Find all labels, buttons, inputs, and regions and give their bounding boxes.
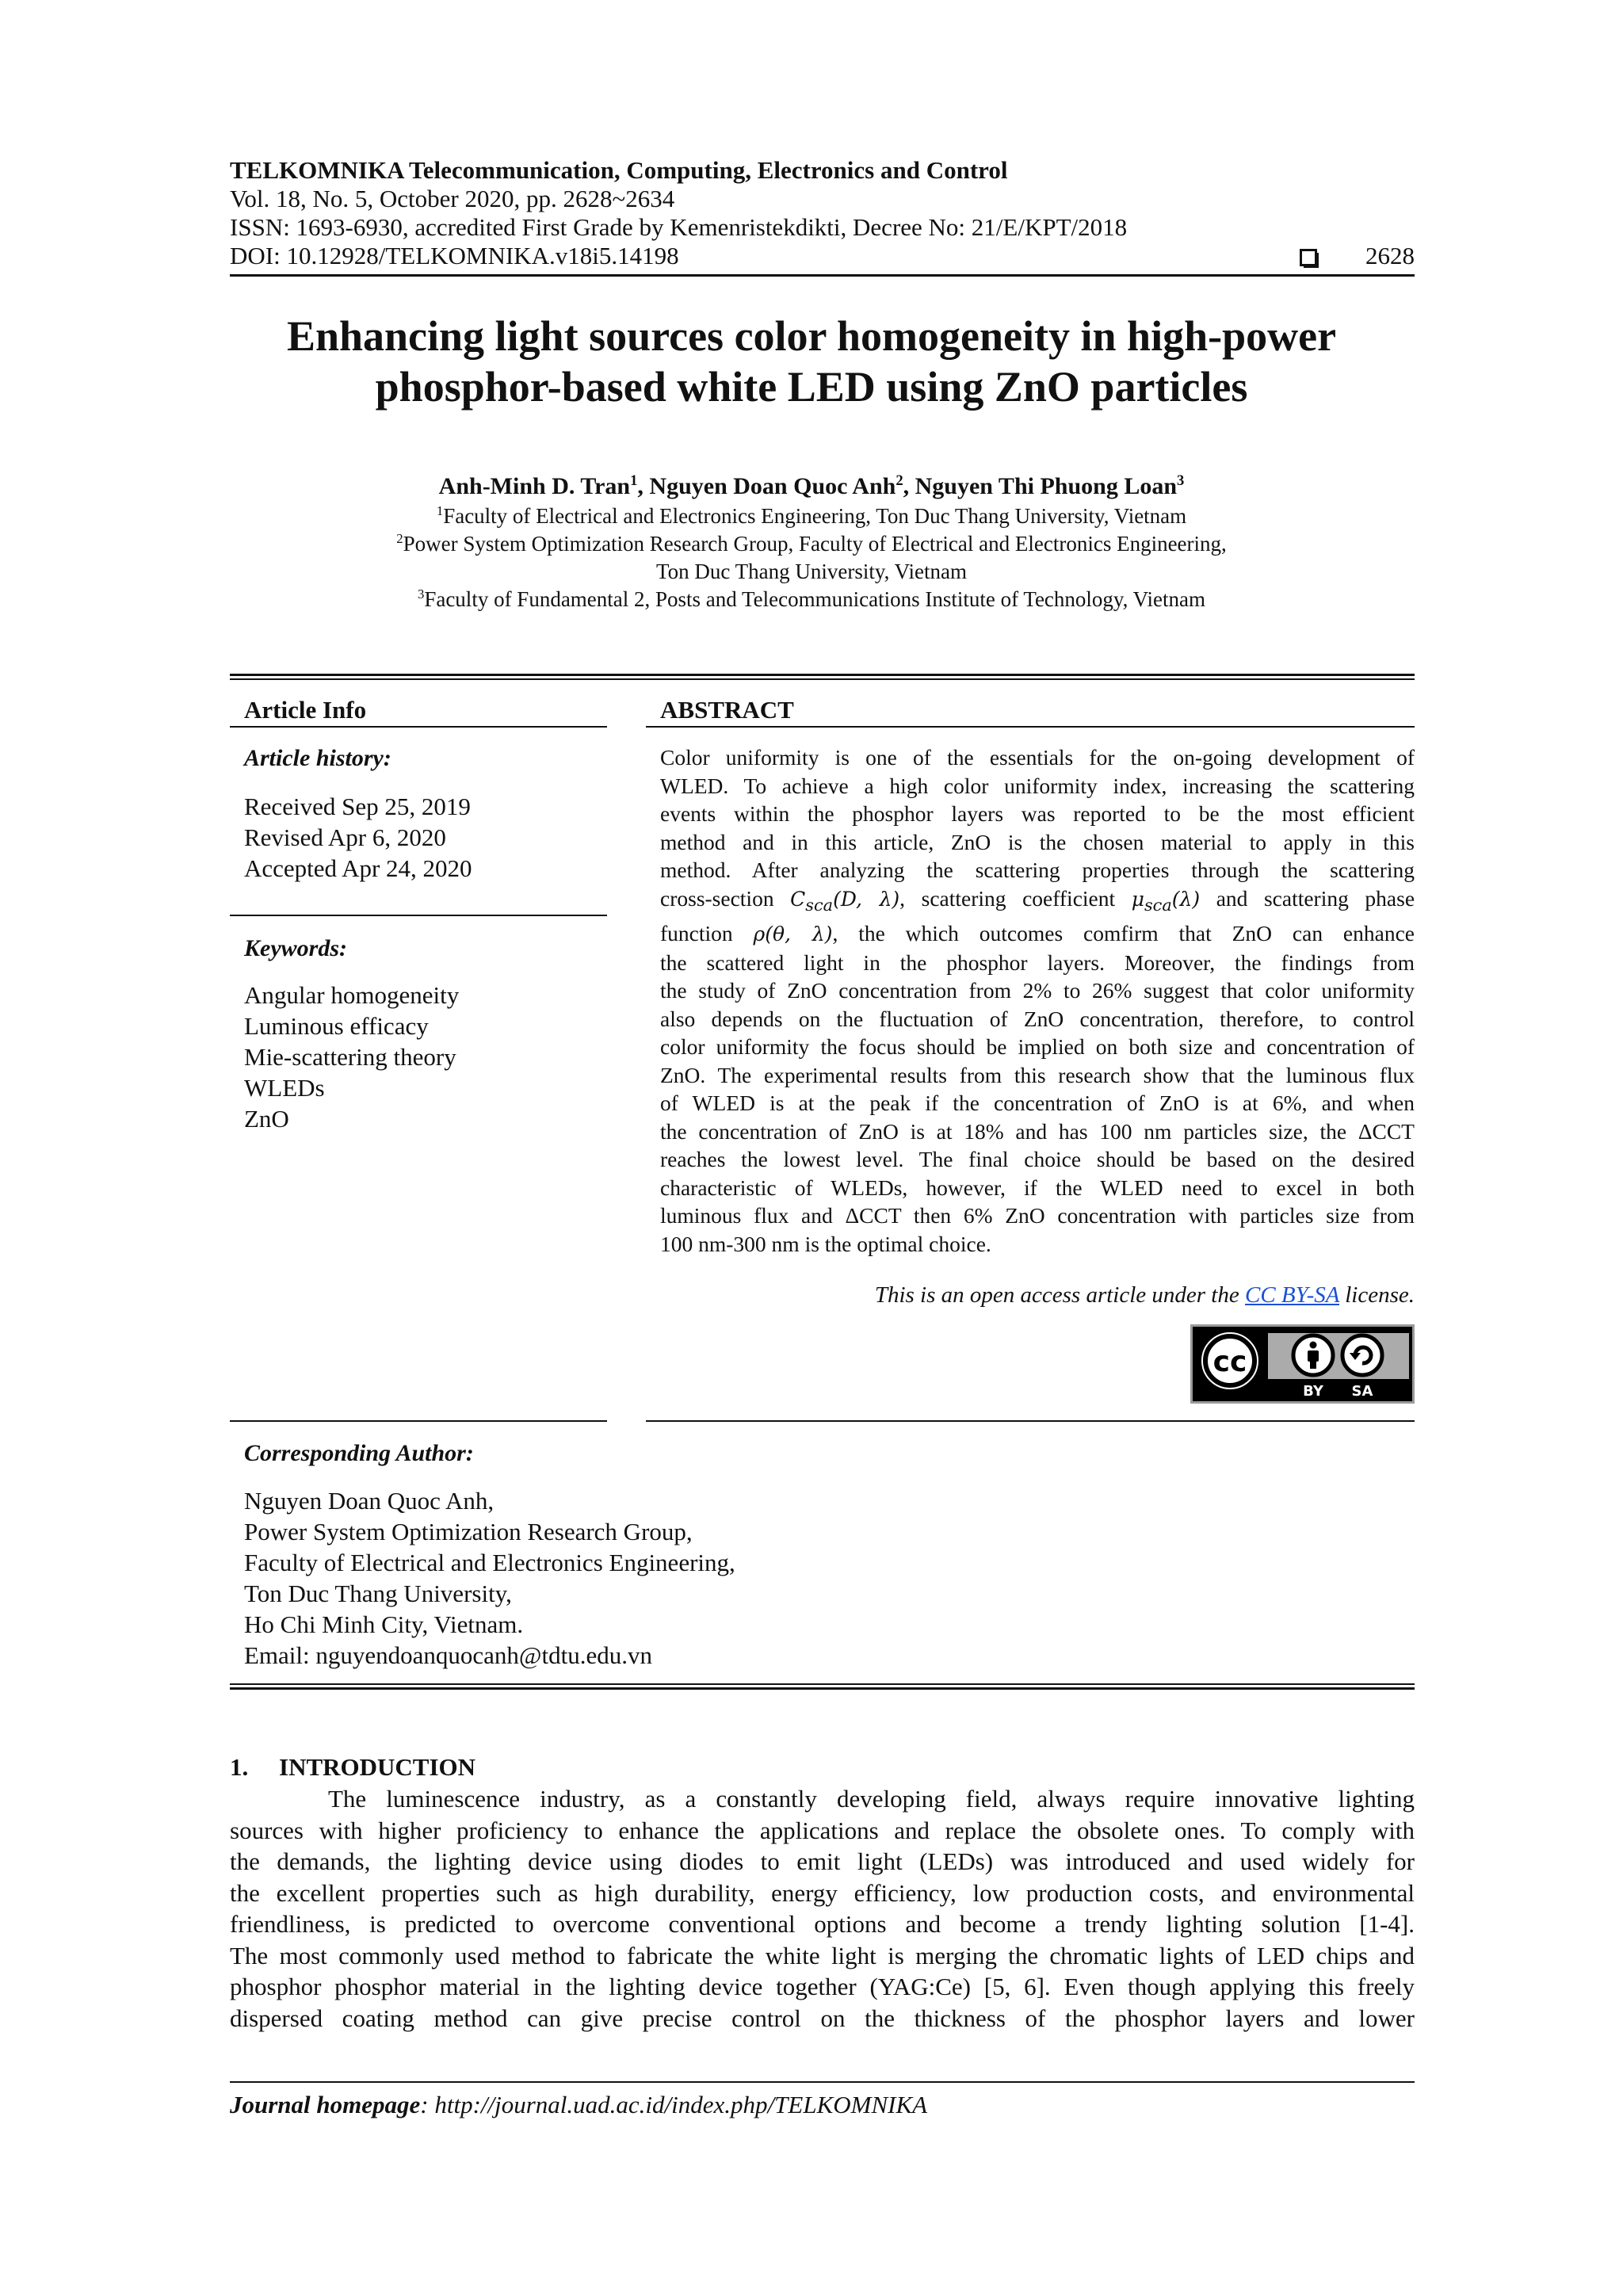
- author-affil-sup: 2: [896, 472, 903, 489]
- issn-info: ISSN: 1693-6930, accredited First Grade by Kemenristekdikti, Decree No: 21/E/KPT/2018: [230, 213, 1128, 241]
- abstract-line: the concentration of ZnO is at 18% and has 100 nm particles size, the ΔCCT: [660, 1118, 1415, 1144]
- corresponding-author-heading: Corresponding Author:: [244, 1440, 474, 1466]
- sa-label: SA: [1351, 1383, 1373, 1400]
- affil-sup: 1: [436, 503, 444, 518]
- corr-line: Ton Duc Thang University,: [244, 1580, 512, 1607]
- abstract-rule: [646, 726, 1415, 728]
- cc-logo-icon: [1200, 1331, 1260, 1391]
- article-history-heading: Article history:: [244, 745, 391, 771]
- footer-label: Journal homepage: [230, 2091, 421, 2118]
- text-fragment: and scattering phase: [1216, 885, 1415, 911]
- right-rule-bottom: [646, 1420, 1415, 1422]
- abstract-line: the study of ZnO concentration from 2% to 26% suggest that color uniformity: [660, 978, 1415, 1003]
- math-cross-section: [790, 887, 900, 915]
- cc-by-sa-badge[interactable]: [1190, 1324, 1415, 1404]
- abstract-line: characteristic of WLEDs, however, if the WLED need to excel in both: [660, 1175, 1415, 1200]
- math-phase-function: ρ(θ, λ): [753, 923, 833, 946]
- infobox-bottom-rule: [230, 1687, 1415, 1690]
- volume-info: Vol. 18, No. 5, October 2020, pp. 2628~2634: [230, 185, 675, 212]
- title-line-1: Enhancing light sources color homogeneity in high-power: [286, 312, 1337, 360]
- oa-text: license.: [1338, 1282, 1415, 1308]
- by-label: BY: [1303, 1383, 1323, 1400]
- author-affil-sup: 3: [1177, 472, 1185, 489]
- keyword-item: WLEDs: [244, 1074, 325, 1102]
- open-access-note: [660, 1282, 1415, 1308]
- cc-text: cc: [1212, 1346, 1247, 1378]
- author-affil-sup: 1: [630, 472, 638, 489]
- intro-line: the excellent properties such as high durability, energy efficiency, low production costs, and environmental: [230, 1878, 1415, 1907]
- abstract-body: [660, 743, 1415, 1258]
- abstract-line-math-2: [660, 919, 1415, 949]
- text-fragment: cross-section: [660, 885, 774, 911]
- affiliation-2-cont: Ton Duc Thang University, Vietnam: [656, 560, 967, 583]
- intro-line: friendliness, is predicted to overcome conventional options and become a trendy lighting solution [1-4].: [230, 1910, 1415, 1938]
- doi-info: DOI: 10.12928/TELKOMNIKA.v18i5.14198: [230, 242, 679, 269]
- left-rule-2: [230, 915, 607, 916]
- text-fragment: , scattering coefficient: [899, 885, 1116, 911]
- author-sep: ,: [637, 473, 650, 499]
- affil-sup: 2: [396, 531, 403, 546]
- math-symbol: μ: [1131, 887, 1144, 911]
- intro-line: dispersed coating method can give precise control on the thickness of the phosphor layers and lower: [230, 2004, 1415, 2032]
- keyword-item: ZnO: [244, 1105, 289, 1133]
- affiliation-2: [158, 530, 1465, 558]
- keyword-item: Luminous efficacy: [244, 1012, 429, 1040]
- intro-line: phosphor phosphor material in the lighting device together (YAG:Ce) [5, 6]. Even though applying this freely: [230, 1973, 1415, 2000]
- text-fragment: , the which outcomes comfirm that ZnO can enhance: [832, 921, 1415, 946]
- infobox-top-rule: [230, 674, 1415, 676]
- intro-line: The luminescence industry, as a constantly developing field, always require innovative lighting: [328, 1785, 1415, 1813]
- affil-text: Faculty of Electrical and Electronics Engineering, Ton Duc Thang University, Vietnam: [443, 504, 1187, 528]
- abstract-line: ZnO. The experimental results from this research show that the luminous flux: [660, 1062, 1415, 1087]
- abstract-line: WLED. To achieve a high color uniformity index, increasing the scattering: [660, 773, 1415, 798]
- left-rule-1: [230, 726, 607, 728]
- share-alike-icon: [1342, 1335, 1382, 1375]
- affiliation-3: [158, 586, 1465, 613]
- abstract-line: color uniformity the focus should be implied on both size and concentration of: [660, 1034, 1415, 1059]
- math-symbol: C: [790, 887, 806, 911]
- math-args: (D, λ): [833, 887, 900, 911]
- keywords-heading: Keywords:: [244, 935, 347, 961]
- person-icon: [1293, 1335, 1333, 1375]
- math-sub: sca: [1144, 895, 1172, 915]
- corr-line: Faculty of Electrical and Electronics Engineering,: [244, 1549, 735, 1576]
- abstract-line: of WLED is at the peak if the concentration of ZnO is at 6%, and when: [660, 1091, 1415, 1115]
- corr-line: Power System Optimization Research Group,: [244, 1518, 693, 1545]
- title-line-2: phosphor-based white LED using ZnO particles: [375, 363, 1248, 411]
- intro-line: The most commonly used method to fabricate the white light is merging the chromatic lights of LED chips and: [230, 1941, 1415, 1969]
- oa-text: This is an open access article under the: [874, 1282, 1245, 1308]
- intro-line: sources with higher proficiency to enhance the applications and replace the obsolete ones. To comply with: [230, 1816, 1415, 1844]
- introduction-body: [230, 1783, 1415, 2034]
- affil-sup: 3: [417, 586, 425, 602]
- infobox-top-rule-thin: [230, 678, 1415, 680]
- journal-name: TELKOMNIKA Telecommunication, Computing, Electronics and Control: [230, 156, 1008, 184]
- math-args: (λ): [1171, 887, 1201, 911]
- keyword-item: Mie-scattering theory: [244, 1043, 456, 1071]
- intro-line: the demands, the lighting device using diodes to emit light (LEDs) was introduced and used widely for: [230, 1847, 1415, 1875]
- corr-email: Email: nguyendoanquocanh@tdtu.edu.vn: [244, 1641, 652, 1669]
- affil-text: Faculty of Fundamental 2, Posts and Telecommunications Institute of Technology, Vietnam: [424, 587, 1206, 611]
- corr-line: Nguyen Doan Quoc Anh,: [244, 1487, 495, 1515]
- author-name: Anh-Minh D. Tran: [438, 473, 631, 499]
- footer-rule: [230, 2081, 1415, 2083]
- abstract-line: also depends on the fluctuation of ZnO concentration, therefore, to control: [660, 1006, 1415, 1031]
- author-name: Nguyen Thi Phuong Loan: [915, 473, 1178, 499]
- abstract-line: reaches the lowest level. The final choice should be based on the desired: [660, 1147, 1415, 1171]
- article-info-heading: Article Info: [244, 696, 367, 724]
- abstract-line: method. After analyzing the scattering properties through the scattering: [660, 858, 1415, 882]
- abstract-line: Color uniformity is one of the essentials for the on-going development of: [660, 745, 1415, 770]
- abstract-line: luminous flux and ΔCCT then 6% ZnO concentration with particles size from: [660, 1203, 1415, 1228]
- abstract-line-math-1: [660, 884, 1415, 920]
- abstract-line: events within the phosphor layers was reported to be the most efficient: [660, 801, 1415, 826]
- keyword-list: [244, 980, 459, 1134]
- received-date: Received Sep 25, 2019: [244, 793, 471, 820]
- abstract-line: the scattered light in the phosphor layers. Moreover, the findings from: [660, 949, 1415, 975]
- cc-by-sa-link[interactable]: CC BY-SA: [1245, 1282, 1339, 1308]
- corresponding-author-details: [244, 1485, 735, 1671]
- introduction-heading: 1. INTRODUCTION: [230, 1753, 476, 1781]
- author-name: Nguyen Doan Quoc Anh: [649, 473, 896, 499]
- infobox-bottom-rule-thin: [230, 1683, 1415, 1685]
- affiliation-1: [158, 502, 1465, 530]
- article-history: [244, 791, 472, 884]
- abstract-heading: ABSTRACT: [660, 696, 794, 724]
- abstract-line: method and in this article, ZnO is the chosen material to apply in this: [660, 829, 1415, 854]
- keyword-item: Angular homogeneity: [244, 981, 460, 1009]
- abstract-line: 100 nm-300 nm is the optimal choice.: [660, 1231, 991, 1256]
- math-coefficient: [1131, 887, 1201, 915]
- author-sep: ,: [903, 473, 915, 499]
- affil-text: Power System Optimization Research Group, Faculty of Electrical and Electronics Engineering,: [403, 532, 1227, 556]
- footer-url[interactable]: : http://journal.uad.ac.id/index.php/TELKOMNIKA: [420, 2091, 928, 2118]
- corr-line: Ho Chi Minh City, Vietnam.: [244, 1610, 524, 1638]
- text-fragment: function: [660, 921, 733, 946]
- affiliations: [158, 502, 1465, 613]
- left-rule-3: [230, 1420, 607, 1422]
- accepted-date: Accepted Apr 24, 2020: [244, 854, 472, 882]
- author-list: [158, 472, 1465, 501]
- math-sub: sca: [805, 895, 834, 915]
- header-rule: [230, 274, 1415, 277]
- paper-title: [158, 311, 1465, 412]
- page-number: 2628: [1365, 242, 1415, 269]
- square-bullet-icon: [1300, 249, 1320, 269]
- revised-date: Revised Apr 6, 2020: [244, 823, 446, 851]
- journal-homepage: [230, 2091, 927, 2119]
